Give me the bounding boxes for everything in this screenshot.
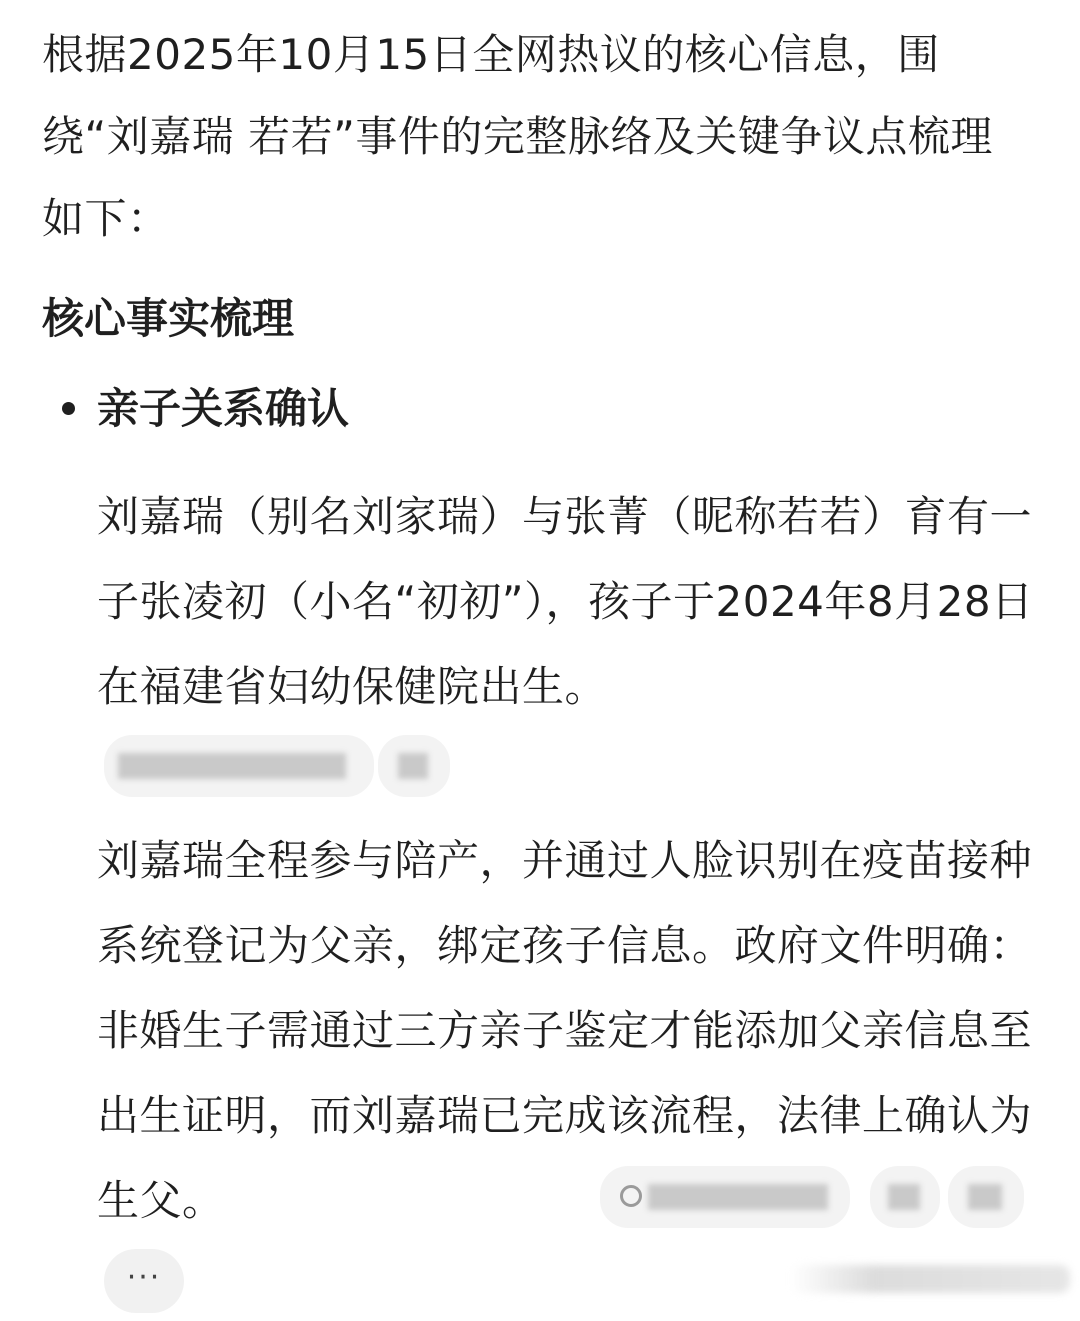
- source-chip-2[interactable]: [378, 735, 450, 797]
- blurred-footer-text: [790, 1265, 1070, 1293]
- intro-paragraph: 根据2025年10月15日全网热议的核心信息，围绕“刘嘉瑞 若若”事件的完整脉络及关键争议点梳理如下：: [42, 30, 993, 243]
- citation-icon: [620, 1185, 642, 1207]
- bullet-paragraph-1: 刘嘉瑞（别名刘家瑞）与张菁（昵称若若）育有一子张凌初（小名“初初”），孩子于2024年8月28日在福建省妇幼保健院出生。: [97, 492, 1034, 711]
- bullet-heading: 亲子关系确认: [97, 384, 350, 433]
- section-heading: 核心事实梳理: [42, 294, 295, 343]
- more-button[interactable]: [104, 1249, 184, 1313]
- bullet-dot-icon: [62, 402, 75, 415]
- bullet-paragraph-2: 刘嘉瑞全程参与陪产，并通过人脸识别在疫苗接种系统登记为父亲，绑定孩子信息。政府文件明确：非婚生子需通过三方亲子鉴定才能添加父亲信息至出生证明，而刘嘉瑞已完成该流程，法律上确认为生父。: [97, 836, 1033, 1225]
- more-icon: ···: [126, 1260, 162, 1295]
- citation-chip-3[interactable]: [948, 1166, 1024, 1228]
- citation-chip-2[interactable]: [870, 1166, 940, 1228]
- source-chip-1[interactable]: [104, 735, 374, 797]
